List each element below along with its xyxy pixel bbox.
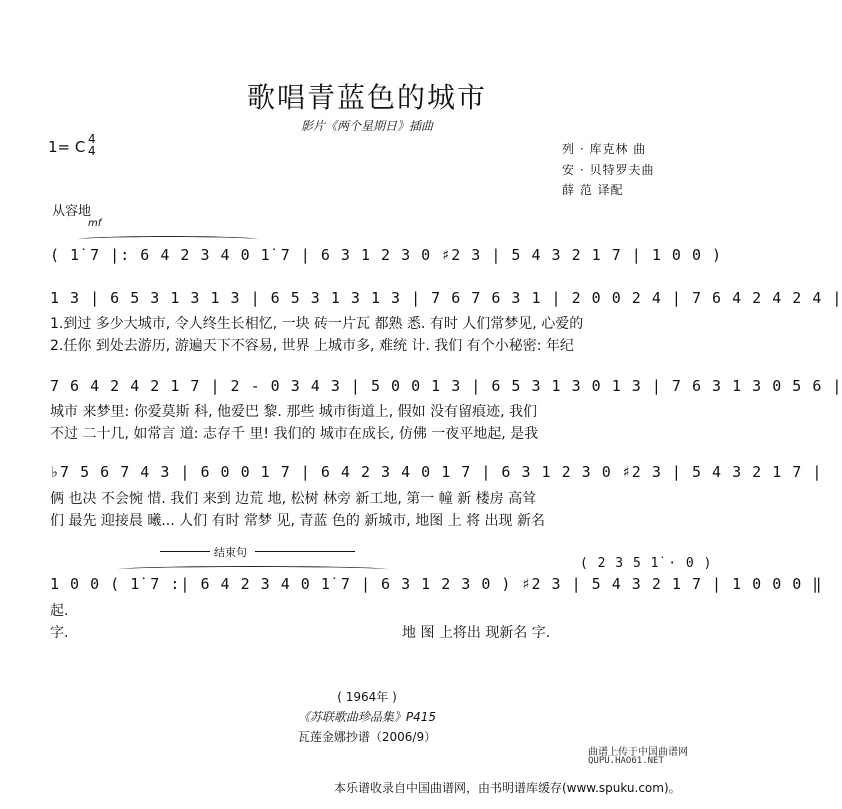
dynamic-marking: mf: [88, 218, 102, 229]
line3-lyrics-verse1: 俩 也决 不会惋 惜. 我们 来到 边荒 地, 松树 林旁 新工地, 第一 幢 新 楼房 高耸: [50, 491, 537, 507]
line4-notes: 1 0 0 ( 1̇ 7 :| 6 4 2 3 4 0 1̇ 7 | 6 3 1 2 3 0 ) ♯2 3 | 5 4 3 2 1 7 | 1 0 0 0 ‖: [50, 575, 823, 593]
tie-slur: [78, 236, 258, 243]
watermark-line-1: 曲谱上传于中国曲谱网: [588, 747, 688, 758]
coda-bracket-right: [255, 551, 355, 552]
composer-credit-1: 列 · 库克林 曲: [562, 142, 647, 156]
line1-lyrics-verse1: 1.到过 多少大城市, 令人终生长相忆, 一块 砖一片瓦 都熟 悉. 有时 人们常梦见, 心爱的: [50, 316, 584, 332]
key-signature: 1= C: [48, 138, 86, 156]
line4-lyrics-verse1: 起.: [50, 603, 69, 619]
line3-lyrics-verse2: 们 最先 迎接晨 曦... 人们 有时 常梦 见, 青蓝 色的 新城市, 地图 上 将 出现 新名: [50, 513, 546, 529]
coda-ornament: ( 2 3 5 1̇ · 0 ): [580, 556, 713, 571]
time-signature-bottom: 4: [88, 144, 96, 158]
footer-source: 《苏联歌曲珍品集》P415: [297, 710, 437, 724]
coda-bracket-left: [160, 551, 210, 552]
coda-label: 结束句: [214, 546, 247, 559]
footer-year: ( 1964年 ): [337, 690, 397, 704]
subtitle: 影片《两个星期日》插曲: [300, 119, 433, 133]
line3-notes: ♭7 5 6 7 4 3 | 6 0 0 1 7 | 6 4 2 3 4 0 1 7 | 6 3 1 2 3 0 ♯2 3 | 5 4 3 2 1 7 |: [50, 463, 823, 481]
translator-credit: 薛 范 译配: [562, 183, 624, 197]
line4-lyrics-verse2: 字.: [50, 625, 69, 641]
watermark-line-2: QUPU.HAO61.NET: [588, 756, 664, 766]
line1-notes: 1 3 | 6 5 3 1 3 1 3 | 6 5 3 1 3 1 3 | 7 6 7 6 3 1 | 2 0 0 2 4 | 7 6 4 2 4 2 4 |: [50, 289, 842, 307]
coda-slur: [118, 566, 388, 573]
footer-copyist: 瓦莲金娜抄谱（2006/9）: [297, 730, 437, 744]
line4-lyrics-ending: 地 图 上将出 现新名 字.: [402, 625, 551, 641]
bottom-notice[interactable]: 本乐谱收录自中国曲谱网，由书明谱库缓存(www.spuku.com)。: [334, 781, 681, 795]
intro-notes: ( 1̇ 7 |: 6 4 2 3 4 0 1̇ 7 | 6 3 1 2 3 0 ♯2 3 | 5 4 3 2 1 7 | 1 0 0 ): [50, 246, 723, 264]
composer-credit-2: 安 · 贝特罗夫曲: [562, 163, 655, 177]
line2-lyrics-verse1: 城市 来梦里: 你爱莫斯 科, 他爱巴 黎. 那些 城市街道上, 假如 没有留痕迹, 我们: [50, 404, 538, 420]
tempo-marking: 从容地: [52, 204, 92, 219]
line1-lyrics-verse2: 2.任你 到处去游历, 游遍天下不容易, 世界 上城市多, 难统 计. 我们 有个小秘密: 年纪: [50, 338, 574, 354]
time-signature-top: 4: [88, 132, 96, 146]
line2-lyrics-verse2: 不过 二十几, 如常言 道: 志存千 里! 我们的 城市在成长, 仿佛 一夜平地起, 是我: [50, 426, 539, 442]
page-title: 歌唱青蓝色的城市: [246, 81, 487, 114]
line2-notes: 7 6 4 2 4 2 1 7 | 2 - 0 3 4 3 | 5 0 0 1 3 | 6 5 3 1 3 0 1 3 | 7 6 3 1 3 0 5 6 |: [50, 377, 842, 395]
time-signature: [88, 133, 96, 157]
